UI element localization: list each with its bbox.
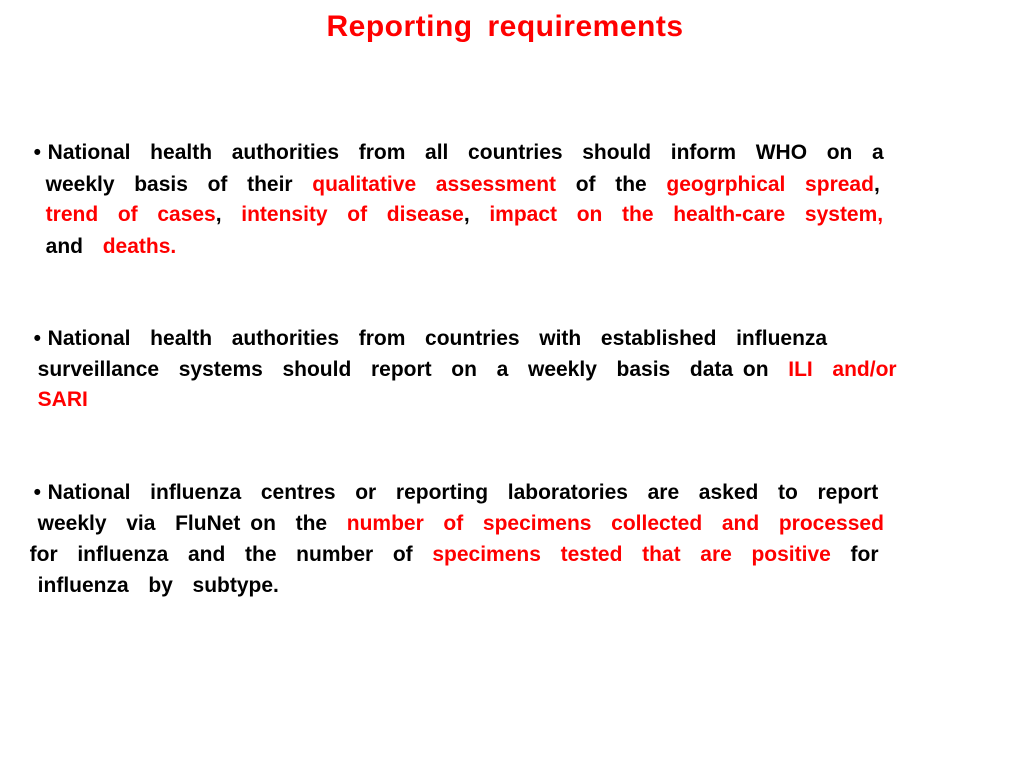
bullet-3-line-4 — [18, 541, 279, 601]
highlight-specimens-collected: number of specimens collected and processed — [346, 512, 884, 535]
bullet-2-line-2 — [18, 325, 897, 385]
text-run: weekly via FluNet on the — [37, 512, 347, 535]
text-run: surveillance systems should report on a weekly basis data on — [37, 358, 789, 381]
text-run: weekly basis of their — [45, 173, 313, 196]
highlight-ili-and-or: ILI and/or — [788, 358, 897, 381]
page-title: Reporting requirements — [326, 10, 684, 43]
highlight-specimens-positive: specimens tested that are positive — [432, 543, 831, 566]
bullet-dot: • — [33, 327, 42, 350]
highlight-intensity-of-disease: intensity of disease — [241, 203, 464, 226]
bullet-1-line-4 — [26, 202, 176, 262]
highlight-qualitative-assessment: qualitative assessment — [312, 173, 557, 196]
highlight-trend-of-cases: trend of cases — [45, 203, 216, 226]
text-run: of the — [556, 173, 667, 196]
bullet-2-line-3 — [18, 355, 88, 415]
highlight-deaths: deaths. — [102, 235, 177, 258]
text-run: National influenza centres or reporting laboratories are asked to report — [47, 481, 879, 504]
text-run: and — [45, 235, 103, 258]
highlight-sari: SARI — [37, 388, 88, 411]
text-run: , — [215, 203, 242, 226]
text-run: National health authorities from countries with established influenza — [47, 327, 828, 350]
text-run: National health authorities from all countries should inform WHO on a — [47, 141, 884, 164]
text-run: , — [873, 173, 880, 196]
bullet-dot: • — [33, 481, 42, 504]
text-run: , — [463, 203, 490, 226]
bullet-dot: • — [33, 141, 42, 164]
text-run: influenza by subtype. — [37, 574, 279, 597]
text-run: for — [830, 543, 879, 566]
text-run: for influenza and the number of — [29, 543, 433, 566]
highlight-impact-health-care: impact on the health-care system, — [489, 203, 884, 226]
highlight-geographical-spread: geogrphical spread — [666, 173, 874, 196]
